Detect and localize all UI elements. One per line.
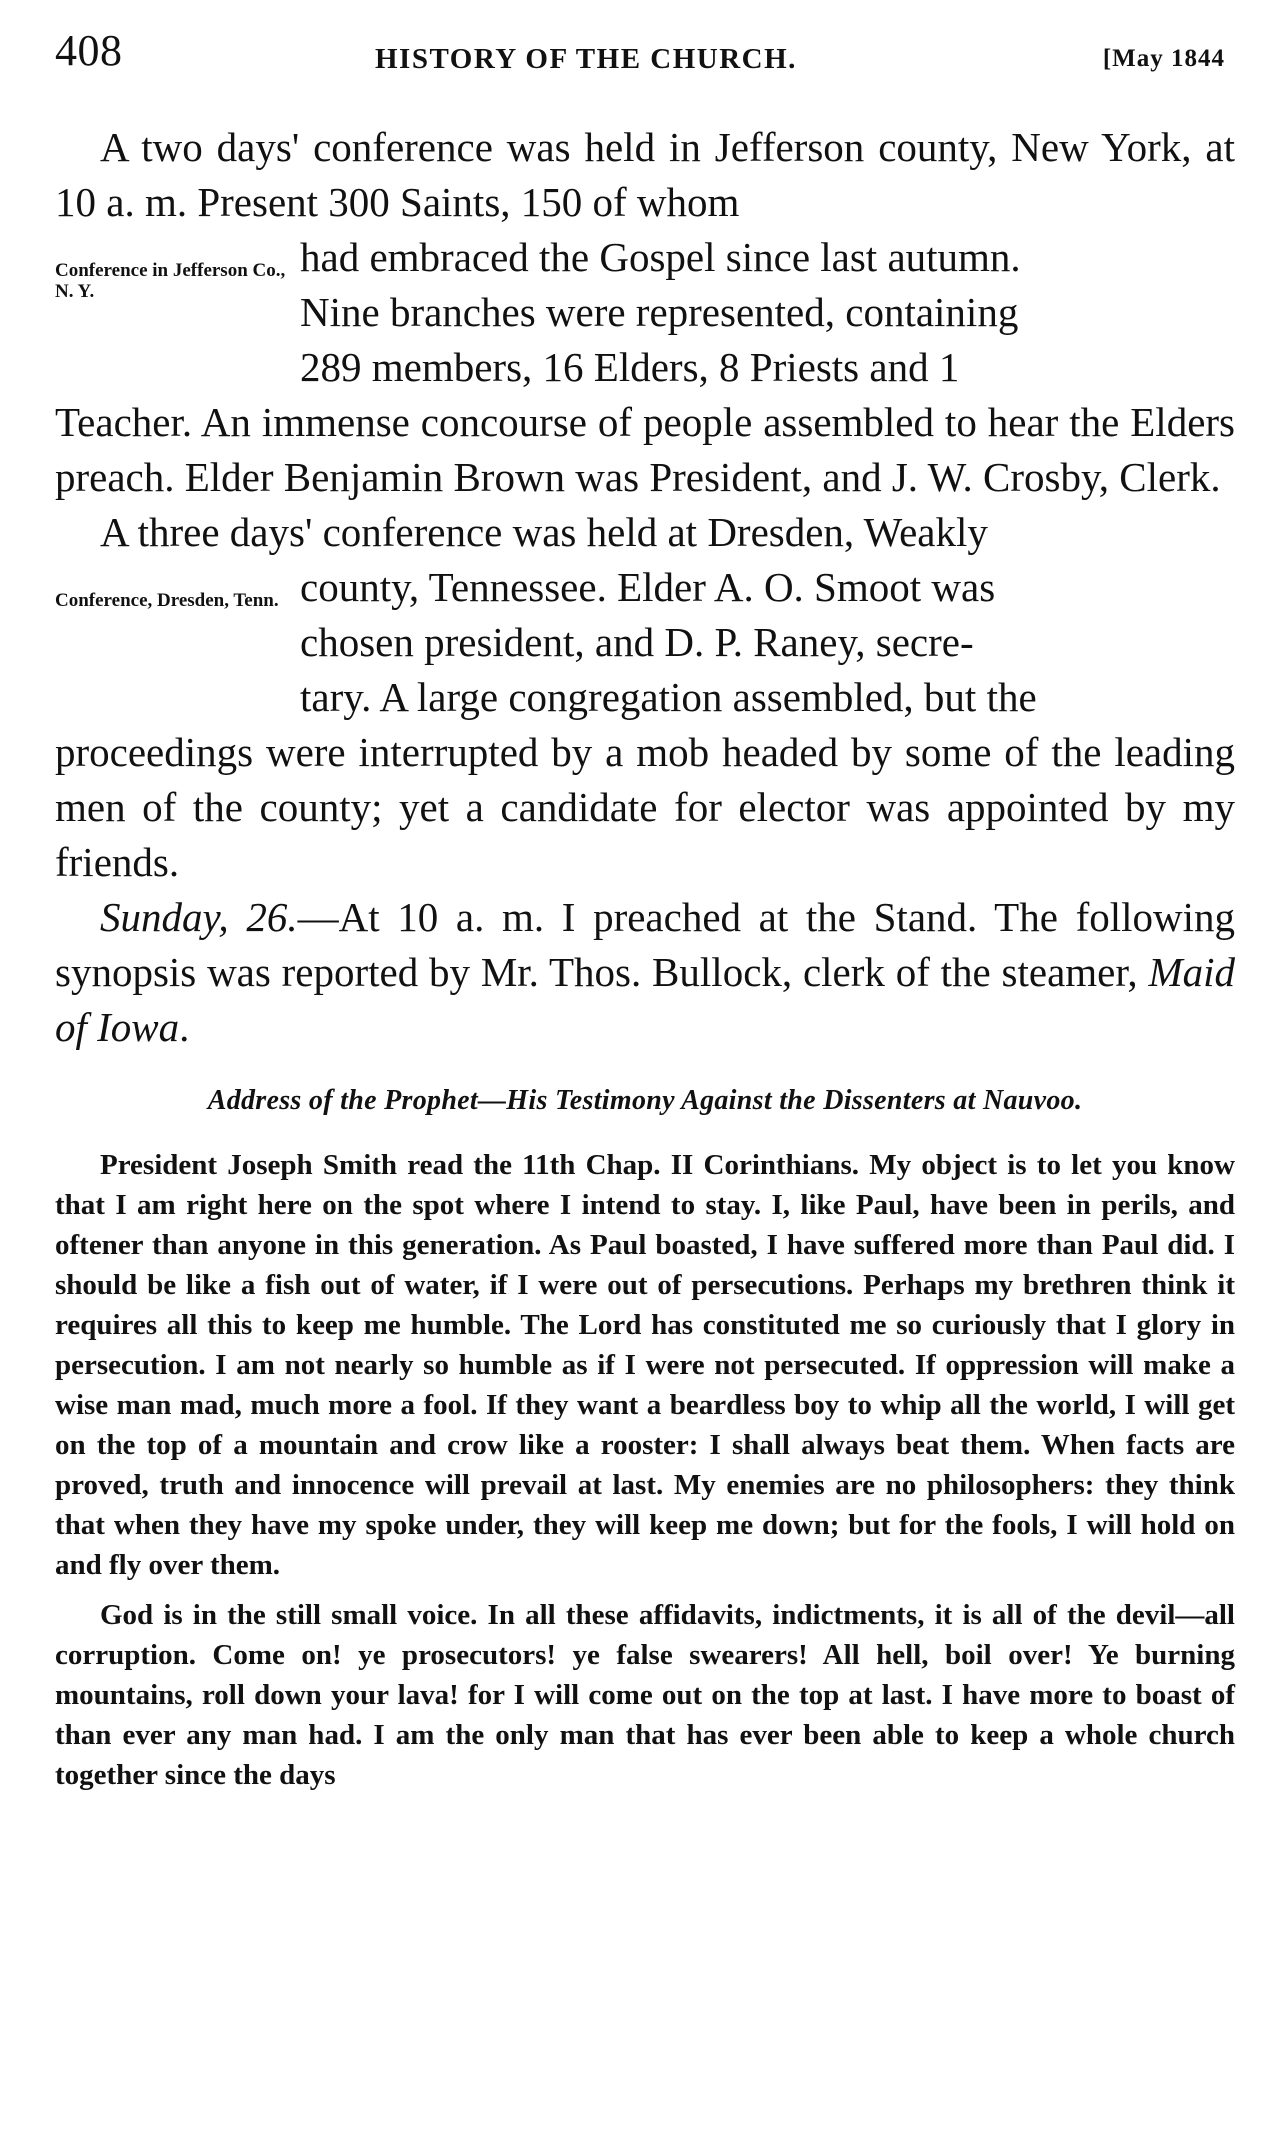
margin-note-jefferson: Conference in Jefferson Co., N. Y. <box>55 260 286 302</box>
paragraph-1-side-section <box>55 230 1235 395</box>
paragraph-2-side-line: tary. A large congregation assembled, but the <box>300 674 1037 720</box>
paragraph-2-side-line: county, Tennessee. Elder A. O. Smoot was <box>300 564 996 610</box>
paragraph-3 <box>55 890 1235 1055</box>
page-body <box>55 120 1235 1795</box>
paragraph-3-end: . <box>179 1004 190 1050</box>
address-paragraph-1: President Joseph Smith read the 11th Chap. II Corinthians. My object is to let you know that I am right here on the spot where I intend to stay. I, like Paul, have been in perils, and oftener than anyone in this generation. As Paul boasted, I have suffered more than Paul did. I should be like a fish out of water, if I were out of persecutions. Perhaps my brethren think it requires all this to keep me humble. The Lord has constituted me so curiously that I glory in persecution. I am not nearly so humble as if I were not persecuted. If oppression will make a wise man mad, much more a fool. If they want a beardless boy to whip all the world, I will get on the top of a mountain and crow like a rooster: I shall always beat them. When facts are proved, truth and innocence will prevail at last. My enemies are no philosophers: they think that when they have my spoke under, they will keep me down; but for the fools, I will hold on and fly over them. <box>55 1149 1235 1581</box>
paragraph-2-lead: A three days' conference was held at Dresden, Weakly <box>100 509 988 555</box>
paragraph-1-side-line: Nine branches were represented, containing <box>300 289 1019 335</box>
paragraph-1-tail: Teacher. An immense concourse of people assembled to hear the Elders preach. Elder Benjamin Brown was President, and J. W. Crosby, Clerk. <box>55 399 1235 500</box>
paragraph-1-side-text <box>300 230 1235 395</box>
paragraph-1-side-line: had embraced the Gospel since last autumn. <box>300 234 1021 280</box>
page-header <box>55 25 1235 95</box>
date-label: Sunday, 26. <box>100 894 298 940</box>
paragraph-1-side-line: 289 members, 16 Elders, 8 Priests and 1 <box>300 344 960 390</box>
address-paragraph-2: God is in the still small voice. In all these affidavits, indictments, it is all of the devil—all corruption. Come on! ye prosecutors! ye false swearers! All hell, boil over! Ye burning mountains, roll down your lava! for I will come out on the top at last. I have more to boast of than ever any man had. I am the only man that has ever been able to keep a whole church together since the days <box>55 1599 1235 1791</box>
paragraph-2-side-section <box>55 560 1235 725</box>
running-title: HISTORY OF THE CHURCH. <box>375 43 797 75</box>
section-heading: Address of the Prophet—His Testimony Against the Dissenters at Nauvoo. <box>207 1085 1083 1116</box>
margin-note-dresden: Conference, Dresden, Tenn. <box>55 590 279 611</box>
paragraph-2-tail: proceedings were interrupted by a mob headed by some of the leading men of the county; yet a candidate for elector was appointed by my friends. <box>55 729 1235 885</box>
paragraph-2-side-line: chosen president, and D. P. Raney, secre- <box>300 619 974 665</box>
date-heading: [May 1844 <box>1102 45 1225 72</box>
paragraph-2-side-text <box>300 560 1235 725</box>
paragraph-3-text: —At 10 a. m. I preached at the Stand. The following synopsis was reported by Mr. Thos. Bullock, clerk of the steamer, <box>55 894 1235 995</box>
paragraph-1-lead: A two days' conference was held in Jefferson county, New York, at 10 a. m. Present 300 Saints, 150 of whom <box>55 124 1235 225</box>
steamer-name: Maid of Iowa <box>55 949 1235 1050</box>
page-number: 408 <box>55 26 123 75</box>
